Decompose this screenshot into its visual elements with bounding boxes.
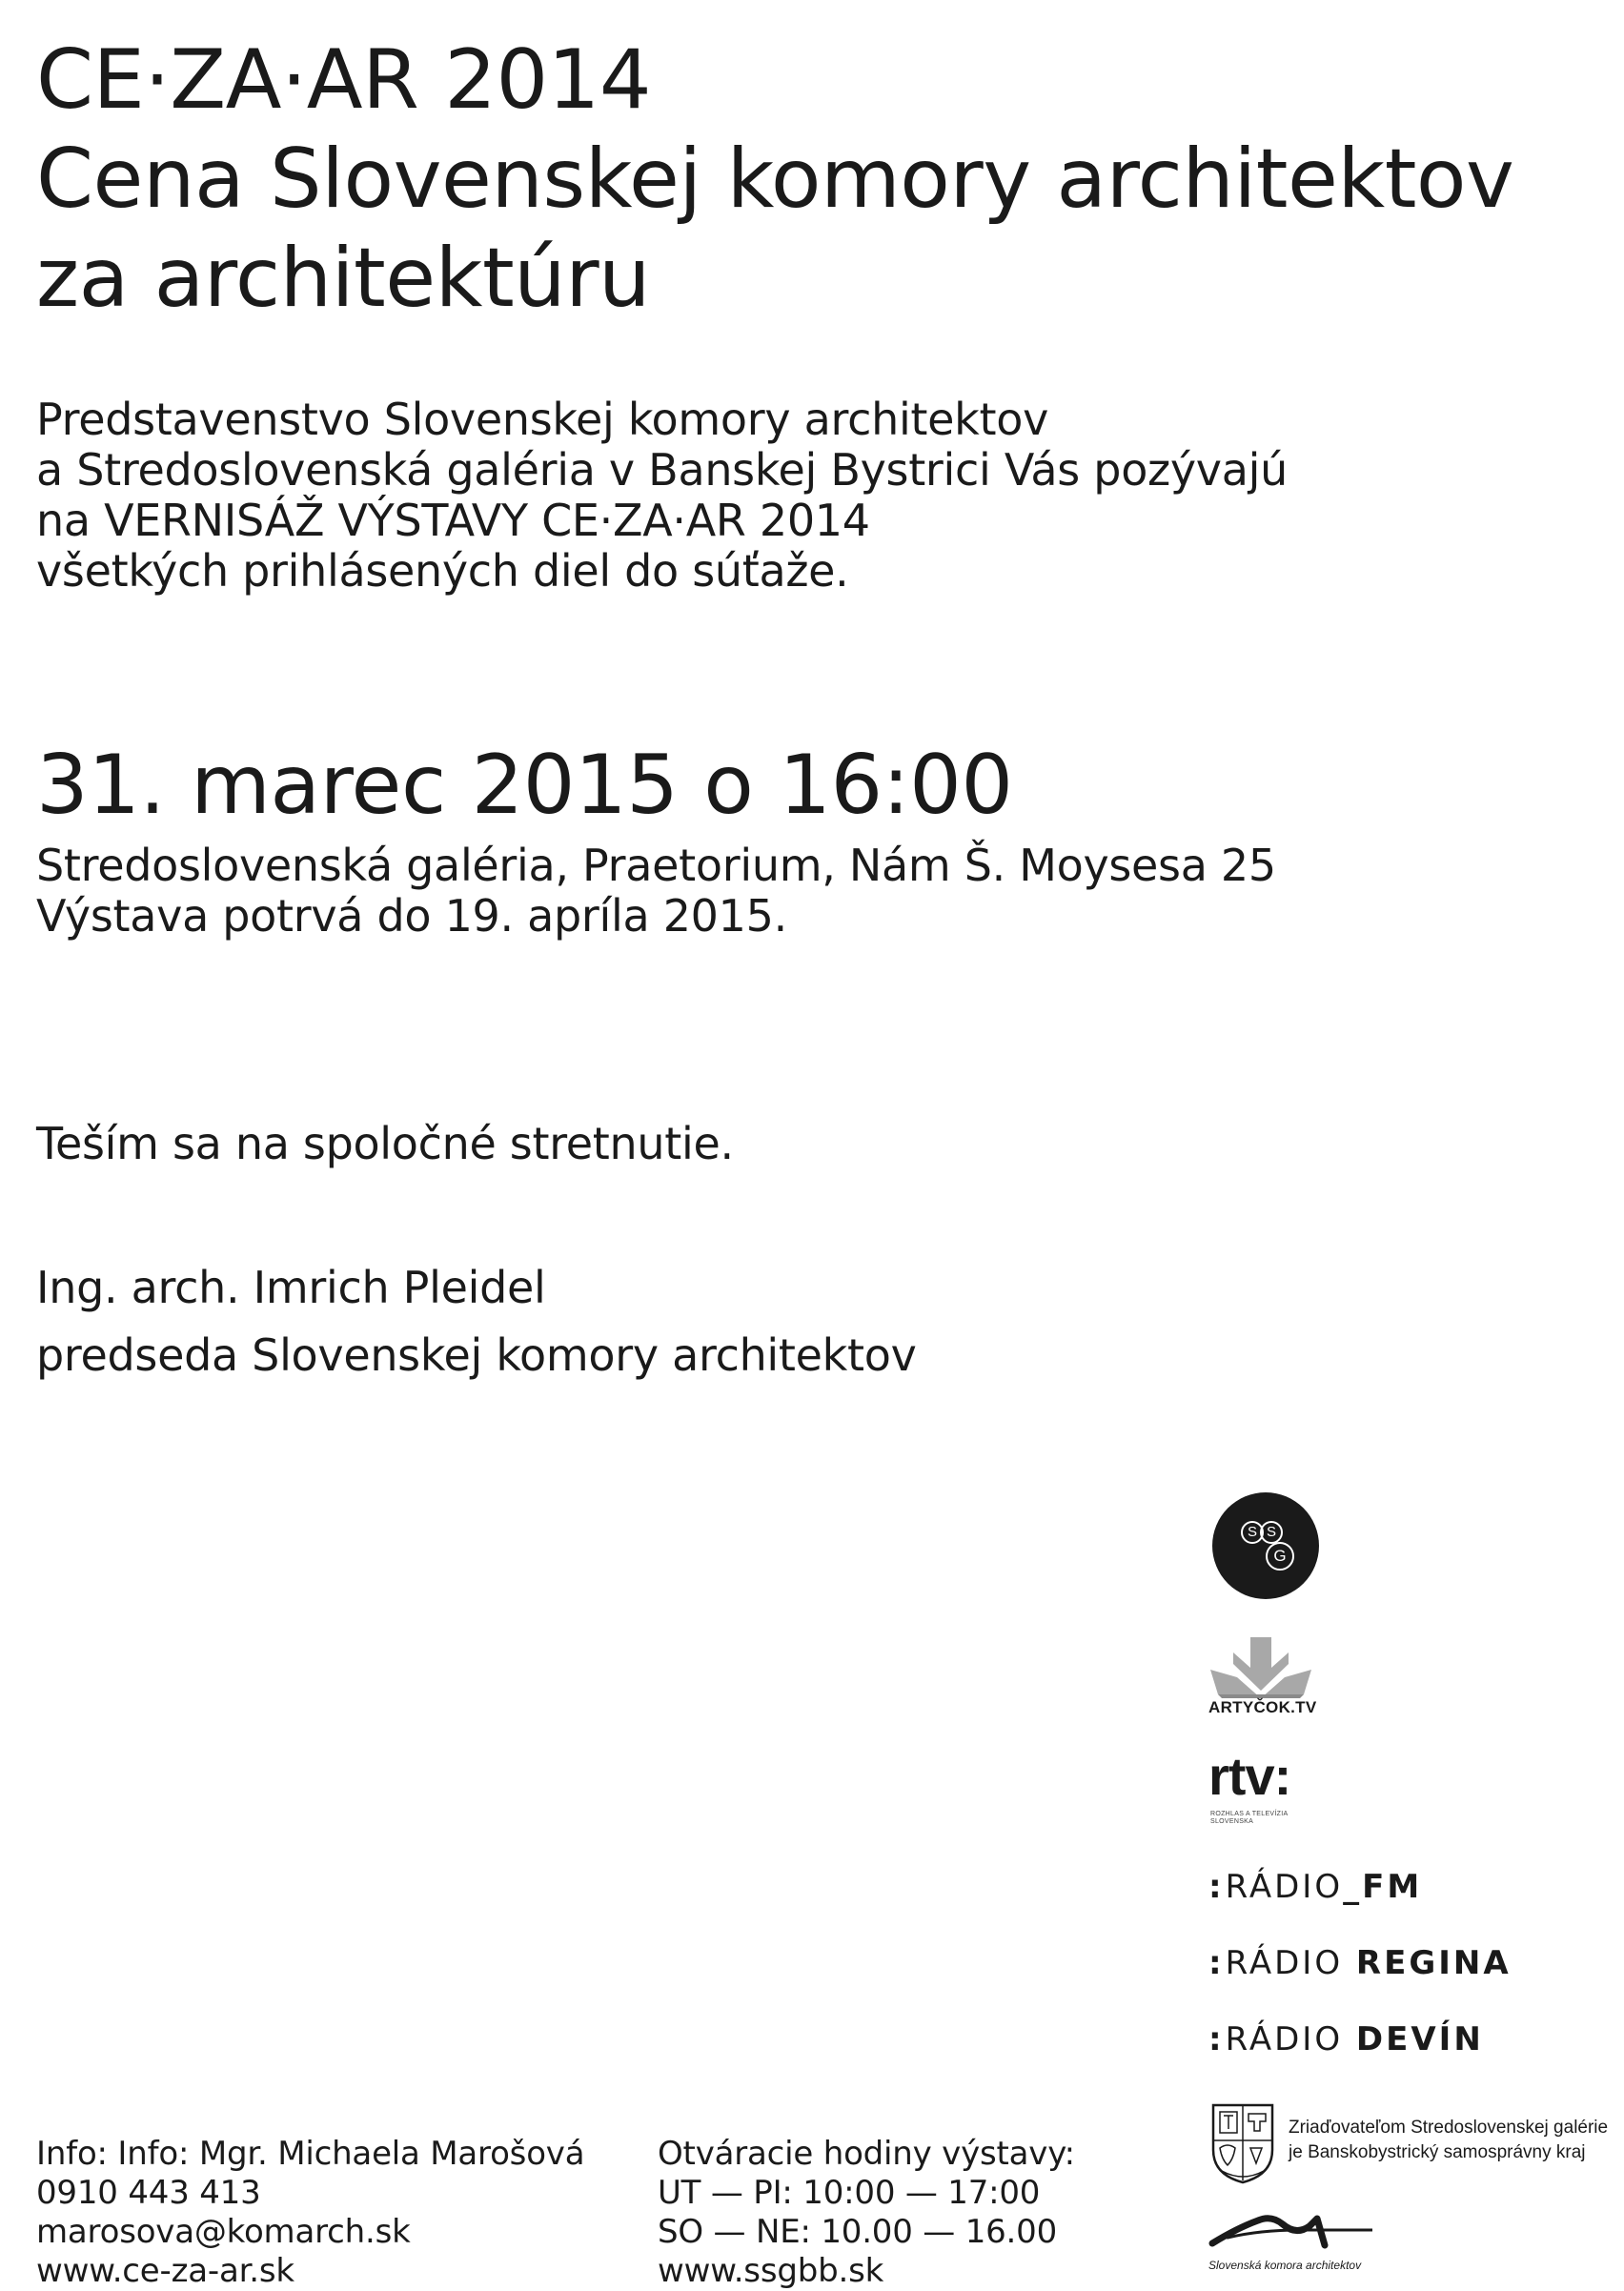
invitation-title — [36, 30, 1513, 328]
radio-fm-logo: : RÁDIO_FM — [1208, 1868, 1423, 1906]
radio-regina-prefix: RÁDIO — [1225, 1944, 1344, 1982]
event-date: 31. marec 2015 o 16:00 — [36, 738, 1013, 833]
founder-line-1: Zriaďovateľom Stredoslovenskej galérie — [1289, 2118, 1609, 2138]
opening-hours-label: Otváracie hodiny výstavy: — [658, 2135, 1075, 2173]
closing-greeting: Teším sa na spoločné stretnutie. — [36, 1118, 734, 1169]
radio-devin-prefix: RÁDIO — [1225, 2020, 1344, 2058]
contact-phone: 0910 443 413 — [36, 2174, 261, 2212]
contact-info — [36, 2135, 584, 2291]
ssg-letter-s1: S — [1241, 1521, 1264, 1544]
ska-logo-icon — [1208, 2201, 1376, 2251]
rtv-logo-subtitle — [1210, 1811, 1288, 1826]
radio-devin-logo: : RÁDIO DEVÍN — [1208, 2020, 1484, 2058]
title-line-3: za architektúru — [36, 231, 651, 326]
intro-line-4: všetkých prihlásených diel do súťaže. — [36, 545, 849, 597]
rtv-logo: rtv: — [1208, 1746, 1291, 1806]
bbsk-crest-icon — [1210, 2102, 1275, 2184]
signatory-name: Ing. arch. Imrich Pleidel — [36, 1262, 546, 1313]
ssg-letter-g: G — [1266, 1542, 1294, 1571]
radio-fm-name: _FM — [1343, 1868, 1423, 1906]
signature-block — [36, 1254, 917, 1389]
rtv-sub-line-1: ROZHLAS A TELEVÍZIA — [1210, 1811, 1289, 1817]
intro-line-3: na VERNISÁŽ VÝSTAVY CE·ZA·AR 2014 — [36, 495, 870, 546]
founder-line-2: je Banskobystrický samosprávny kraj — [1289, 2142, 1586, 2162]
ssg-logo — [1212, 1492, 1319, 1599]
radio-fm-prefix: RÁDIO — [1225, 1868, 1344, 1906]
founder-note — [1289, 2116, 1608, 2165]
ssg-letter-s2: S — [1260, 1521, 1283, 1544]
radio-regina-logo: : RÁDIO REGINA — [1208, 1944, 1512, 1982]
contact-email[interactable]: marosova@komarch.sk — [36, 2213, 411, 2251]
event-venue: Stredoslovenská galéria, Praetorium, Nám Š. Moysesa 25 — [36, 840, 1276, 891]
artycok-logo-text: ARTYČOK.TV — [1208, 1698, 1317, 1716]
intro-line-1: Predstavenstvo Slovenskej komory architektov — [36, 394, 1049, 445]
gallery-website[interactable]: www.ssgbb.sk — [658, 2252, 884, 2290]
title-line-2: Cena Slovenskej komory architektov — [36, 132, 1514, 227]
event-venue-block — [36, 841, 1276, 942]
title-line-1: CE·ZA·AR 2014 — [36, 32, 652, 128]
radio-devin-name: DEVÍN — [1355, 2020, 1484, 2058]
exhibition-duration: Výstava potrvá do 19. apríla 2015. — [36, 890, 787, 942]
invitation-text — [36, 395, 1288, 597]
signatory-role: predseda Slovenskej komory architektov — [36, 1329, 917, 1381]
opening-hours-weekend: SO — NE: 10.00 — 16.00 — [658, 2213, 1058, 2251]
radio-regina-name: REGINA — [1355, 1944, 1512, 1982]
opening-hours — [658, 2135, 1075, 2291]
rtv-sub-line-2: SLOVENSKA — [1210, 1818, 1254, 1825]
contact-website[interactable]: www.ce-za-ar.sk — [36, 2252, 294, 2290]
contact-person: Info: Info: Mgr. Michaela Marošová — [36, 2135, 585, 2173]
opening-hours-weekdays: UT — PI: 10:00 — 17:00 — [658, 2174, 1041, 2212]
intro-line-2: a Stredoslovenská galéria v Banskej Bystrici Vás pozývajú — [36, 444, 1288, 496]
ska-logo-text: Slovenská komora architektov — [1208, 2259, 1362, 2272]
